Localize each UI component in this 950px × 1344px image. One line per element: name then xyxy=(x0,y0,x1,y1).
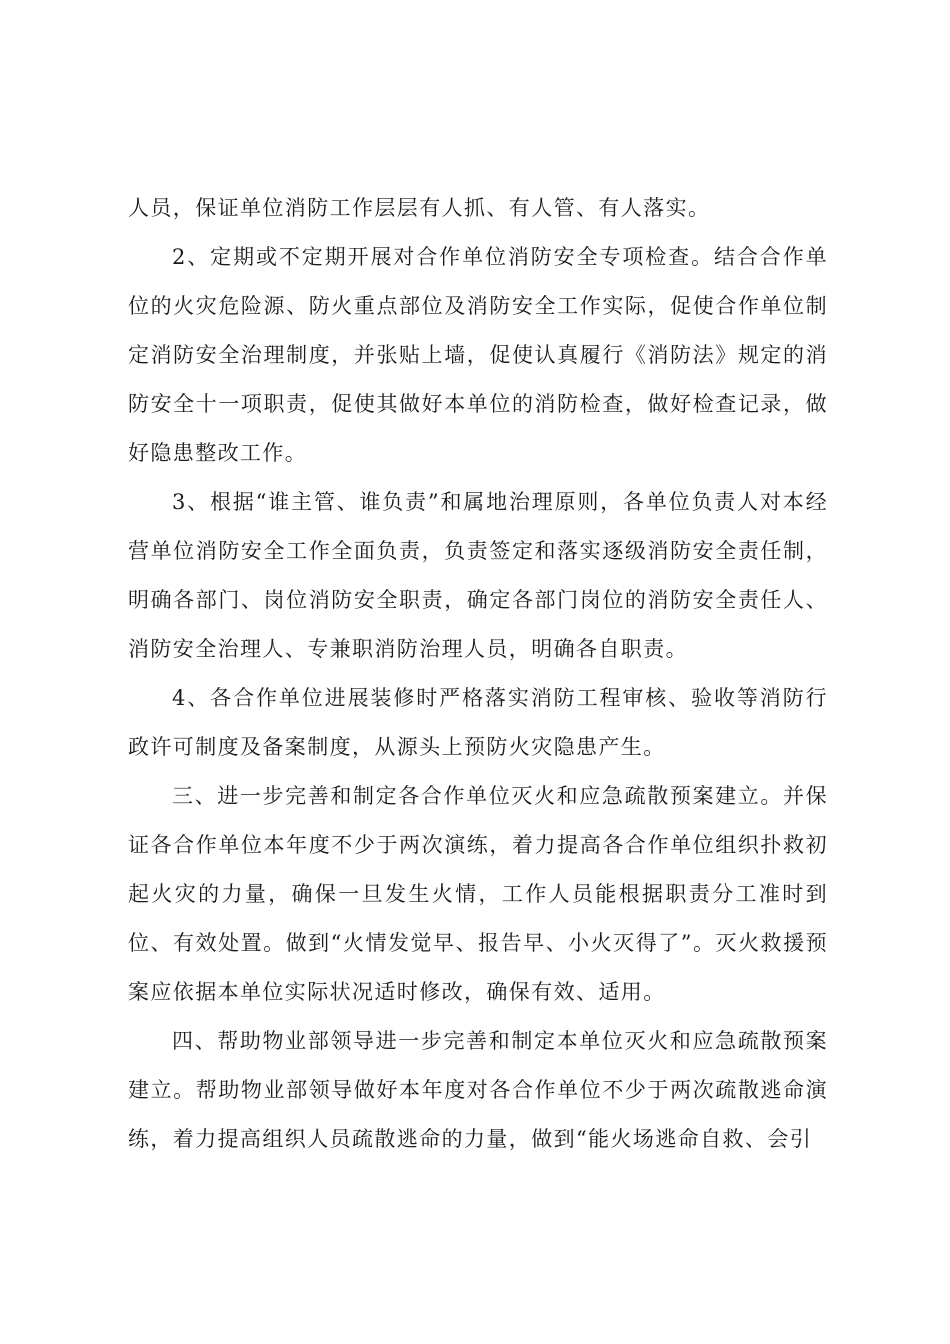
paragraph-item-3: 3、根据“谁主管、谁负责”和属地治理原则，各单位负责人对本经营单位消防安全工作全面负责，负责签定和落实逐级消防安全责任制，明确各部门、岗位消防安全职责，确定各部门岗位的消防安全责任人、消防安全治理人、专兼职消防治理人员，明确各自职责。 xyxy=(128,490,828,661)
paragraph-item-4: 4、各合作单位进展装修时严格落实消防工程审核、验收等消防行政许可制度及备案制度，从源头上预防火灾隐患产生。 xyxy=(128,686,828,759)
paragraph-continuation: 人员，保证单位消防工作层层有人抓、有人管、有人落实。 xyxy=(128,196,711,220)
paragraph-section-3: 三、进一步完善和制定各合作单位灭火和应急疏散预案建立。并保证各合作单位本年度不少于两次演练，着力提高各合作单位组织扑救初起火灾的力量，确保一旦发生火情，工作人员能根据职责分工准时到位、有效处置。做到“火情发觉早、报告早、小火灭得了”。灭火救援预案应依据本单位实际状况适时修改，确保有效、适用。 xyxy=(128,784,828,1004)
paragraph-section-4: 四、帮助物业部领导进一步完善和制定本单位灭火和应急疏散预案建立。帮助物业部领导做好本年度对各合作单位不少于两次疏散逃命演练，着力提高组织人员疏散逃命的力量，做到“能火场逃命自救、会引 xyxy=(128,1029,828,1151)
paragraph-item-2: 2、定期或不定期开展对合作单位消防安全专项检查。结合合作单位的火灾危险源、防火重点部位及消防安全工作实际，促使合作单位制定消防安全治理制度，并张贴上墙，促使认真履行《消防法》规定的消防安全十一项职责，促使其做好本单位的消防检查，做好检查记录，做好隐患整改工作。 xyxy=(128,245,828,465)
document-body xyxy=(128,184,828,1164)
